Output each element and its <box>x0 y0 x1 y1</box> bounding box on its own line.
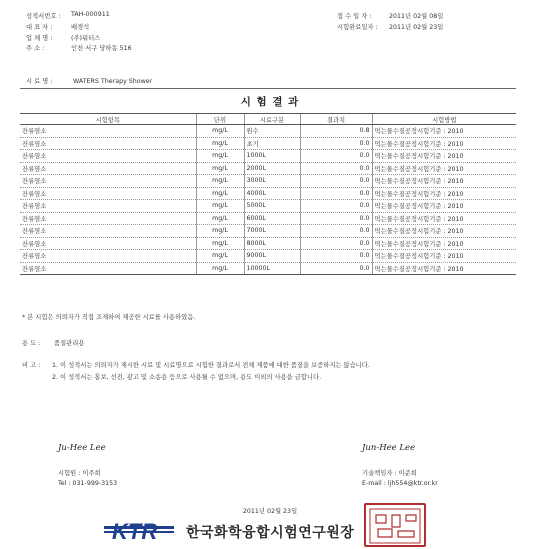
table-row <box>20 250 516 263</box>
cell-method: 먹는물수질공정시험기준 : 2010 <box>372 162 516 175</box>
sample-name: WATERS Therapy Shower <box>73 78 153 85</box>
report-no: TAH-000911 <box>71 11 110 18</box>
table-row <box>20 187 516 200</box>
official-seal <box>364 503 426 547</box>
cell-sample: 6000L <box>244 212 300 225</box>
completed-row <box>337 22 443 33</box>
cell-sample: 7000L <box>244 225 300 238</box>
cell-unit: mg/L <box>196 175 244 188</box>
results-table <box>20 113 516 275</box>
cell-unit: mg/L <box>196 200 244 213</box>
divider <box>20 88 516 89</box>
table-row <box>20 150 516 163</box>
cell-unit: mg/L <box>196 162 244 175</box>
seal-pattern <box>366 505 424 545</box>
cell-result: 0.0 <box>300 200 372 213</box>
company-row <box>26 33 326 44</box>
rep-label: 대 표 자 : <box>26 23 53 31</box>
cell-sample: 원수 <box>244 125 300 138</box>
purpose-row <box>22 338 84 347</box>
remark-line-2: 2. 이 성적서는 홍보, 선전, 광고 및 소송용 등으로 사용될 수 없으며, 용도 이외의 사용을 금합니다. <box>52 374 322 381</box>
report-no-row <box>26 11 326 22</box>
company-name: (주)워터스 <box>71 34 101 42</box>
cell-sample: 2000L <box>244 162 300 175</box>
tester-signature: Ju-Hee Lee <box>58 443 106 453</box>
table-row <box>20 175 516 188</box>
cell-result: 0.0 <box>300 175 372 188</box>
cell-item: 잔류염소 <box>20 237 196 250</box>
col-sample: 시료구분 <box>244 114 300 125</box>
purpose-value: 품질관리용 <box>54 340 85 347</box>
cell-sample: 4000L <box>244 187 300 200</box>
cell-sample: 8000L <box>244 237 300 250</box>
cell-sample: 3000L <box>244 175 300 188</box>
cell-result: 0.0 <box>300 237 372 250</box>
cell-method: 먹는물수질공정시험기준 : 2010 <box>372 150 516 163</box>
results-title: 시 험 결 과 <box>240 96 300 108</box>
cell-unit: mg/L <box>196 150 244 163</box>
completed-label: 시험완료일자 : <box>337 23 378 31</box>
tester-name: 시험원 : 이주희 <box>58 470 101 477</box>
manager-name: 기술책임자 : 이준희 <box>362 470 417 477</box>
col-item: 시험항목 <box>20 114 196 125</box>
cell-item: 잔류염소 <box>20 150 196 163</box>
ktr-logo <box>104 517 174 541</box>
cell-result: 0.0 <box>300 262 372 275</box>
cell-method: 먹는물수질공정시험기준 : 2010 <box>372 137 516 150</box>
address: 인천 서구 당하동 516 <box>71 45 132 53</box>
purpose-label: 용 도 : <box>22 340 41 347</box>
cell-result: 0.0 <box>300 137 372 150</box>
cell-sample: 1000L <box>244 150 300 163</box>
cell-method: 먹는물수질공정시험기준 : 2010 <box>372 187 516 200</box>
issue-date: 2011년 02월 23일 <box>242 508 298 515</box>
address-label: 주 소 : <box>26 45 45 53</box>
cell-sample: 9000L <box>244 250 300 263</box>
cell-item: 잔류염소 <box>20 212 196 225</box>
cell-item: 잔류염소 <box>20 137 196 150</box>
cell-unit: mg/L <box>196 137 244 150</box>
header-left <box>26 11 326 54</box>
cell-sample: 5000L <box>244 200 300 213</box>
cell-item: 잔류염소 <box>20 250 196 263</box>
cell-sample: 10000L <box>244 262 300 275</box>
report-no-label: 성적서번호 : <box>26 13 61 20</box>
remark-line-1: 1. 이 성적서는 의뢰자가 제시한 시료 및 시료명으로 시험한 결과로서 전체 제품에 대한 품질을 보증하지는 않습니다. <box>52 362 370 369</box>
cell-method: 먹는물수질공정시험기준 : 2010 <box>372 175 516 188</box>
tester-tel: Tel : 031-999-3153 <box>58 480 118 487</box>
cell-item: 잔류염소 <box>20 125 196 138</box>
col-unit: 단위 <box>196 114 244 125</box>
received-label: 접 수 일 자 : <box>337 13 372 20</box>
cell-item: 잔류염소 <box>20 187 196 200</box>
cell-unit: mg/L <box>196 225 244 238</box>
cell-result: 0.8 <box>300 125 372 138</box>
rep-row <box>26 22 326 33</box>
cell-method: 먹는물수질공정시험기준 : 2010 <box>372 237 516 250</box>
table-row <box>20 137 516 150</box>
manager-signature: Jun-Hee Lee <box>362 443 416 453</box>
col-method: 시험방법 <box>372 114 516 125</box>
sample-label: 시 료 명 : <box>26 78 53 85</box>
cell-item: 잔류염소 <box>20 175 196 188</box>
cell-item: 잔류염소 <box>20 225 196 238</box>
table-row <box>20 162 516 175</box>
cell-method: 먹는물수질공정시험기준 : 2010 <box>372 250 516 263</box>
cell-unit: mg/L <box>196 125 244 138</box>
remarks-label: 비 고 : <box>22 362 41 369</box>
cell-unit: mg/L <box>196 212 244 225</box>
cell-unit: mg/L <box>196 187 244 200</box>
company-label: 업 체 명 : <box>26 34 53 42</box>
cell-method: 먹는물수질공정시험기준 : 2010 <box>372 225 516 238</box>
cell-method: 먹는물수질공정시험기준 : 2010 <box>372 200 516 213</box>
table-row <box>20 237 516 250</box>
address-row <box>26 43 326 54</box>
cell-unit: mg/L <box>196 250 244 263</box>
table-row <box>20 225 516 238</box>
cell-result: 0.0 <box>300 187 372 200</box>
cell-unit: mg/L <box>196 237 244 250</box>
cell-result: 0.0 <box>300 162 372 175</box>
received-row <box>337 11 443 22</box>
cell-result: 0.0 <box>300 150 372 163</box>
table-header-row <box>20 114 516 125</box>
col-result: 결과치 <box>300 114 372 125</box>
header-right <box>337 11 443 33</box>
logo-text: KTR <box>112 519 158 541</box>
cell-method: 먹는물수질공정시험기준 : 2010 <box>372 262 516 275</box>
cell-unit: mg/L <box>196 262 244 275</box>
cell-item: 잔류염소 <box>20 200 196 213</box>
cell-method: 먹는물수질공정시험기준 : 2010 <box>372 125 516 138</box>
cell-result: 0.0 <box>300 250 372 263</box>
cell-method: 먹는물수질공정시험기준 : 2010 <box>372 212 516 225</box>
table-row <box>20 125 516 138</box>
table-note: * 본 시험은 의뢰자가 직접 조제하여 제공한 시료를 사용하였음. <box>22 314 196 321</box>
table-row <box>20 212 516 225</box>
sample-row <box>26 76 152 85</box>
cell-item: 잔류염소 <box>20 262 196 275</box>
cell-result: 0.0 <box>300 225 372 238</box>
completed-date: 2011년 02월 23일 <box>389 23 444 31</box>
cell-sample: 초기 <box>244 137 300 150</box>
org-name: 한국화학융합시험연구원장 <box>186 525 355 541</box>
received-date: 2011년 02월 08일 <box>389 13 444 20</box>
cell-item: 잔류염소 <box>20 162 196 175</box>
table-row <box>20 262 516 275</box>
rep-name: 배경석 <box>71 23 90 31</box>
table-row <box>20 200 516 213</box>
cell-result: 0.0 <box>300 212 372 225</box>
manager-email: E-mail : ljh554@ktr.or.kr <box>362 480 438 487</box>
